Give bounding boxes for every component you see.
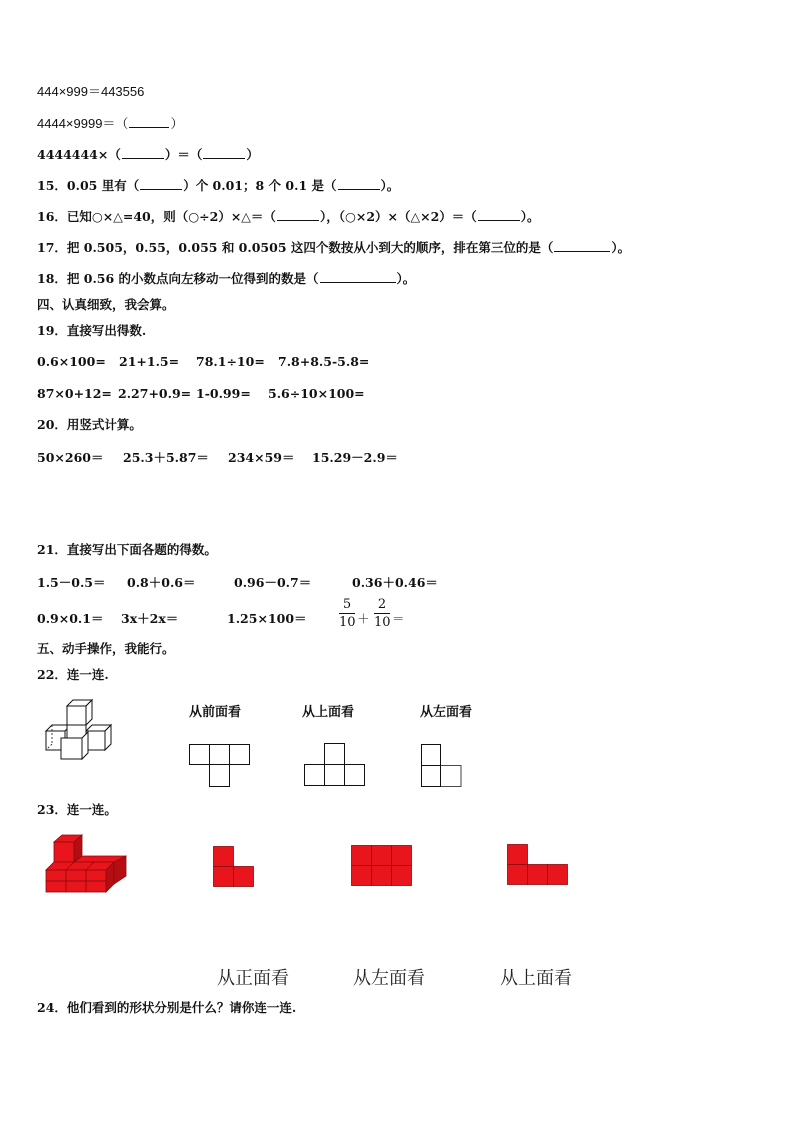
view-label-front-large: 从正面看 xyxy=(217,968,289,989)
answer-blank[interactable] xyxy=(338,177,380,190)
question-15 xyxy=(37,177,399,194)
line-text: ） xyxy=(246,147,259,162)
q20-item: 15.29－2.9＝ xyxy=(312,450,398,465)
q21-item: 0.9×0.1＝ xyxy=(37,611,104,626)
question-16 xyxy=(37,208,540,225)
q19-item: 5.6÷10×100= xyxy=(268,386,365,401)
answer-blank[interactable] xyxy=(140,177,182,190)
numerator: 2 xyxy=(377,597,387,612)
line-text: 15．0.05 里有（ xyxy=(37,178,140,193)
line-text: ）。 xyxy=(380,178,400,193)
q21-item: 1.5－0.5＝ xyxy=(37,575,106,590)
q20-item: 25.3＋5.87＝ xyxy=(123,450,209,465)
answer-blank[interactable] xyxy=(277,208,319,221)
question-24: 24．他们看到的形状分别是什么？请你连一连. xyxy=(37,1000,297,1015)
red-cube-stack xyxy=(44,832,126,894)
section-5-heading: 五、动手操作，我能行。 xyxy=(37,641,175,656)
inverted-t-shape-view xyxy=(304,743,366,787)
q19-item: 0.6×100= xyxy=(37,354,106,369)
line-text: ）。 xyxy=(396,271,416,286)
section-4-heading: 四、认真细致，我会算。 xyxy=(37,297,175,312)
view-label-front: 从前面看 xyxy=(189,705,242,720)
answer-blank[interactable] xyxy=(129,115,169,128)
view-label-left: 从左面看 xyxy=(420,705,473,720)
line-text: 18．把 0.56 的小数点向左移动一位得到的数是（ xyxy=(37,271,319,286)
question-19: 19．直接写出得数. xyxy=(37,323,147,338)
line-text: 17．把 0.505，0.55，0.055 和 0.0505 这四个数按从小到大的顺序，排在第三位的是（ xyxy=(37,240,554,255)
denominator: 10 xyxy=(339,615,356,630)
red-rectangle-view xyxy=(351,845,413,887)
line-444x999: 444×999＝443556 xyxy=(37,84,145,99)
q19-item: 87×0+12= xyxy=(37,386,112,401)
line-text: 16．已知○×△=40，则（○÷2）×△＝（ xyxy=(37,209,276,224)
fraction-bar xyxy=(339,613,355,614)
view-label-left-large: 从左面看 xyxy=(353,968,425,989)
q19-item: 21+1.5= xyxy=(119,354,180,369)
t-shape-view xyxy=(189,744,251,788)
line-text: ），（○×2）×（△×2）＝（ xyxy=(319,209,477,224)
line-4444x9999 xyxy=(37,115,183,132)
answer-blank[interactable] xyxy=(320,270,396,283)
fraction-5-10 xyxy=(339,597,355,630)
cube-stack-drawing xyxy=(40,696,130,768)
q21-item: 0.96－0.7＝ xyxy=(234,575,312,590)
line-text: ）。 xyxy=(611,240,631,255)
line-text: ）个 0.01；8 个 0.1 是（ xyxy=(183,178,337,193)
line-text: ）＝（ xyxy=(164,147,203,162)
q19-item: 7.8+8.5-5.8= xyxy=(278,354,370,369)
line-text: ） xyxy=(170,116,184,131)
q19-item: 78.1÷10= xyxy=(196,354,265,369)
q20-item: 50×260＝ xyxy=(37,450,104,465)
line-text: 4444444×（ xyxy=(37,147,121,162)
denominator: 10 xyxy=(374,615,391,630)
question-20: 20．用竖式计算。 xyxy=(37,417,142,432)
q20-item: 234×59＝ xyxy=(228,450,295,465)
line-4444444 xyxy=(37,146,259,163)
q19-item: 1-0.99= xyxy=(196,386,251,401)
red-l-shape-view xyxy=(213,846,255,888)
q21-item: 0.8＋0.6＝ xyxy=(127,575,196,590)
vertical-shape-view xyxy=(421,744,463,788)
q21-item: 0.36＋0.46＝ xyxy=(352,575,438,590)
equals-sign: ＝ xyxy=(392,611,405,626)
answer-blank[interactable] xyxy=(554,239,610,252)
red-wide-l-shape-view xyxy=(507,844,569,886)
line-text: 4444×9999＝（ xyxy=(37,116,129,131)
numerator: 5 xyxy=(342,597,352,612)
q19-item: 2.27+0.9= xyxy=(118,386,192,401)
answer-blank[interactable] xyxy=(203,146,245,159)
question-17 xyxy=(37,239,630,256)
answer-blank[interactable] xyxy=(122,146,164,159)
fraction-bar xyxy=(374,613,390,614)
answer-blank[interactable] xyxy=(478,208,520,221)
question-22: 22．连一连. xyxy=(37,667,109,682)
view-label-top-large: 从上面看 xyxy=(500,968,572,989)
q21-item: 3x＋2x＝ xyxy=(121,611,179,626)
question-18 xyxy=(37,270,415,287)
question-23: 23．连一连。 xyxy=(37,802,117,817)
question-21: 21．直接写出下面各题的得数。 xyxy=(37,542,217,557)
plus-sign: ＋ xyxy=(357,611,370,626)
fraction-2-10 xyxy=(374,597,390,630)
q21-item: 1.25×100＝ xyxy=(227,611,307,626)
view-label-top: 从上面看 xyxy=(302,705,355,720)
line-text: ）。 xyxy=(520,209,540,224)
